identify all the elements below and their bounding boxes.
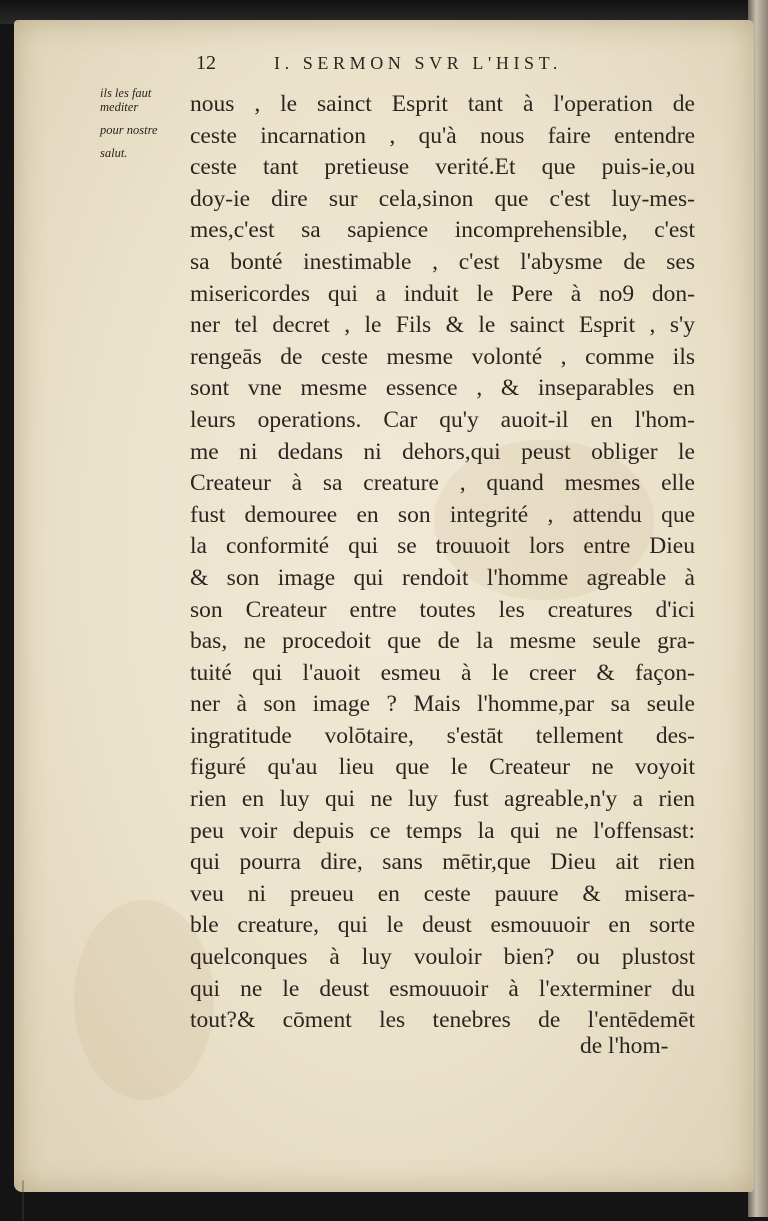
page-number: 12 [196,52,216,74]
margin-note-line: ils les faut [100,86,152,100]
text-line: son Createur entre toutes les creatures d'ici [190,596,695,623]
margin-note [100,86,192,160]
text-line: la conformité qui se trouuoit lors entre Dieu [190,533,695,560]
text-line: rien en luy qui ne luy fust agreable,n'y a rien [190,786,695,813]
text-line: ceste incarnation , qu'à nous faire entendre [190,122,695,149]
text-line: doy-ie dire sur cela,sinon que c'est luy-mes- [190,185,695,212]
text-line: misericordes qui a induit le Pere à no9 don- [190,280,695,307]
text-line: me ni dedans ni dehors,qui peust obliger le [190,438,695,465]
text-line: leurs operations. Car qu'y auoit-il en l'hom- [190,406,695,433]
text-line: figuré qu'au lieu que le Createur ne voyoit [190,754,695,781]
text-line: ner à son image ? Mais l'homme,par sa seule [190,691,695,718]
margin-note-line: mediter [100,100,139,115]
text-line: & son image qui rendoit l'homme agreable à [190,564,695,591]
text-line: qui pourra dire, sans mētir,que Dieu ait rien [190,849,695,876]
text-line: Createur à sa creature , quand mesmes elle [190,470,695,497]
page-corner-fold [22,1159,54,1221]
sermon-body-text [190,89,700,1037]
text-line: rengeās de ceste mesme volonté , comme ils [190,343,695,370]
text-line: qui ne le deust esmouuoir à l'exterminer du [190,975,695,1002]
text-line: ceste tant pretieuse verité.Et que puis-ie,ou [190,154,695,181]
text-line: peu voir depuis ce temps la qui ne l'offensast: [190,817,695,844]
running-title: I. SERMON SVR L'HIST. [274,53,563,73]
text-line: mes,c'est sa sapience incomprehensible, c'est [190,217,695,244]
margin-note-line: salut. [100,145,128,160]
text-line: veu ni preueu en ceste pauure & misera- [190,880,695,907]
text-line: fust demouree en son integrité , attendu que [190,501,695,528]
text-line: tuité qui l'auoit esmeu à le creer & façon- [190,659,695,686]
text-line: ingratitude volōtaire, s'estāt tellement des- [190,722,695,749]
catchword: de l'hom- [580,1033,669,1059]
text-line: sa bonté inestimable , c'est l'abysme de ses [190,248,695,275]
text-line: ner tel decret , le Fils & le sainct Esprit , s'y [190,312,695,339]
text-line: ble creature, qui le deust esmouuoir en sorte [190,912,695,939]
margin-note-line: pour nostre [100,123,158,138]
text-line: nous , le sainct Esprit tant à l'operation de [190,91,695,117]
text-line: tout?& cōment les tenebres de l'entēdemēt [190,1007,695,1034]
running-header [196,52,646,78]
text-line: sont vne mesme essence , & inseparables en [190,375,695,402]
text-line: quelconques à luy vouloir bien? ou plustost [190,944,695,971]
text-line: bas, ne procedoit que de la mesme seule gra- [190,628,695,655]
